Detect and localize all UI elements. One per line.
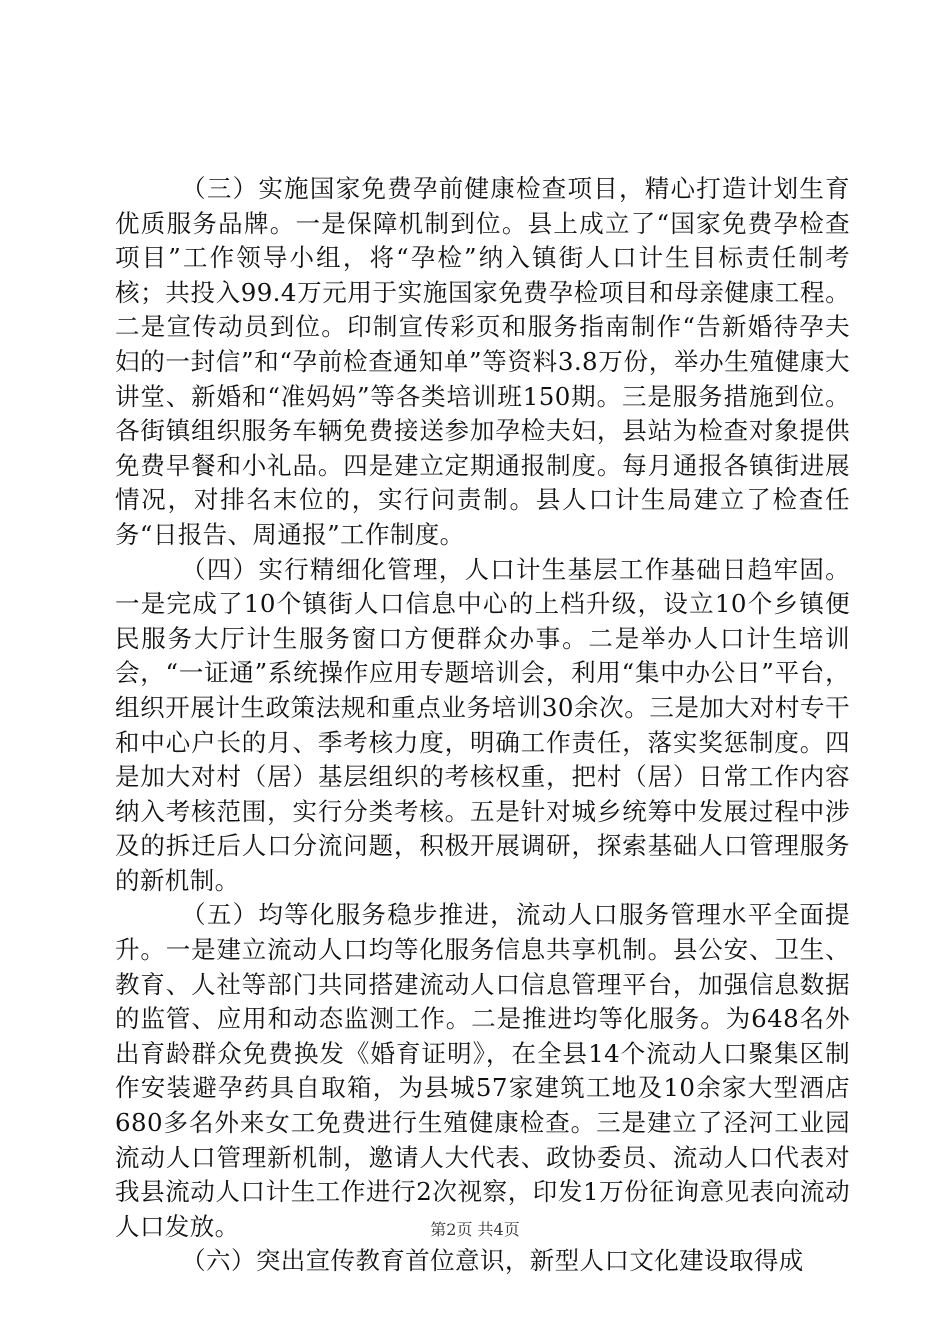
paragraph-section-4: （四）实行精细化管理，人口计生基层工作基础日趋牢固。一是完成了10个镇街人口信息中心的上档升级，设立10个乡镇便民服务大厅计生服务窗口方便群众办事。二是举办人口计生培训会，“一证通”系统操作应用专题培训会，利用“集中办公日”平台，组织开展计生政策法规和重点业务培训30余次。三是加大对村专干和中心户长的月、季考核力度，明确工作责任，落实奖惩制度。四是加大对村（居）基层组织的考核权重，把村（居）日常工作内容纳入考核范围，实行分类考核。五是针对城乡统筹中发展过程中涉及的拆迁后人口分流问题，积极开展调研，探索基础人口管理服务的新机制。 (115, 554, 850, 895)
page-footer: 第2页 共4页 (430, 1220, 520, 1239)
paragraph-section-3: （三）实施国家免费孕前健康检查项目，精心打造计划生育优质服务品牌。一是保障机制到位。县上成立了“国家免费孕检查项目”工作领导小组，将“孕检”纳入镇街人口计生目标责任制考核；共投入99.4万元用于实施国家免费孕检项目和母亲健康工程。二是宣传动员到位。印制宣传彩页和服务指南制作“告新婚待孕夫妇的一封信”和“孕前检查通知单”等资料3.8万份，举办生殖健康大讲堂、新婚和“准妈妈”等各类培训班150期。三是服务措施到位。各街镇组织服务车辆免费接送参加孕检夫妇，县站为检查对象提供免费早餐和小礼品。四是建立定期通报制度。每月通报各镇街进展情况，对排名末位的，实行问责制。县人口计生局建立了检查任务“日报告、周通报”工作制度。 (115, 174, 850, 549)
paragraph-section-6: （六）突出宣传教育首位意识，新型人口文化建设取得成 (181, 1246, 804, 1276)
document-body (115, 172, 850, 1279)
paragraph-section-5: （五）均等化服务稳步推进，流动人口服务管理水平全面提升。一是建立流动人口均等化服务信息共享机制。县公安、卫生、教育、人社等部门共同搭建流动人口信息管理平台，加强信息数据的监管、应用和动态监测工作。二是推进均等化服务。为648名外出育龄群众免费换发《婚育证明》，在全县14个流动人口聚集区制作安装避孕药具自取箱，为县城57家建筑工地及10余家大型酒店680多名外来女工免费进行生殖健康检查。三是建立了泾河工业园流动人口管理新机制，邀请人大代表、政协委员、流动人口代表对我县流动人口计生工作进行2次视察，印发1万份征询意见表向流动人口发放。 (115, 900, 850, 1241)
